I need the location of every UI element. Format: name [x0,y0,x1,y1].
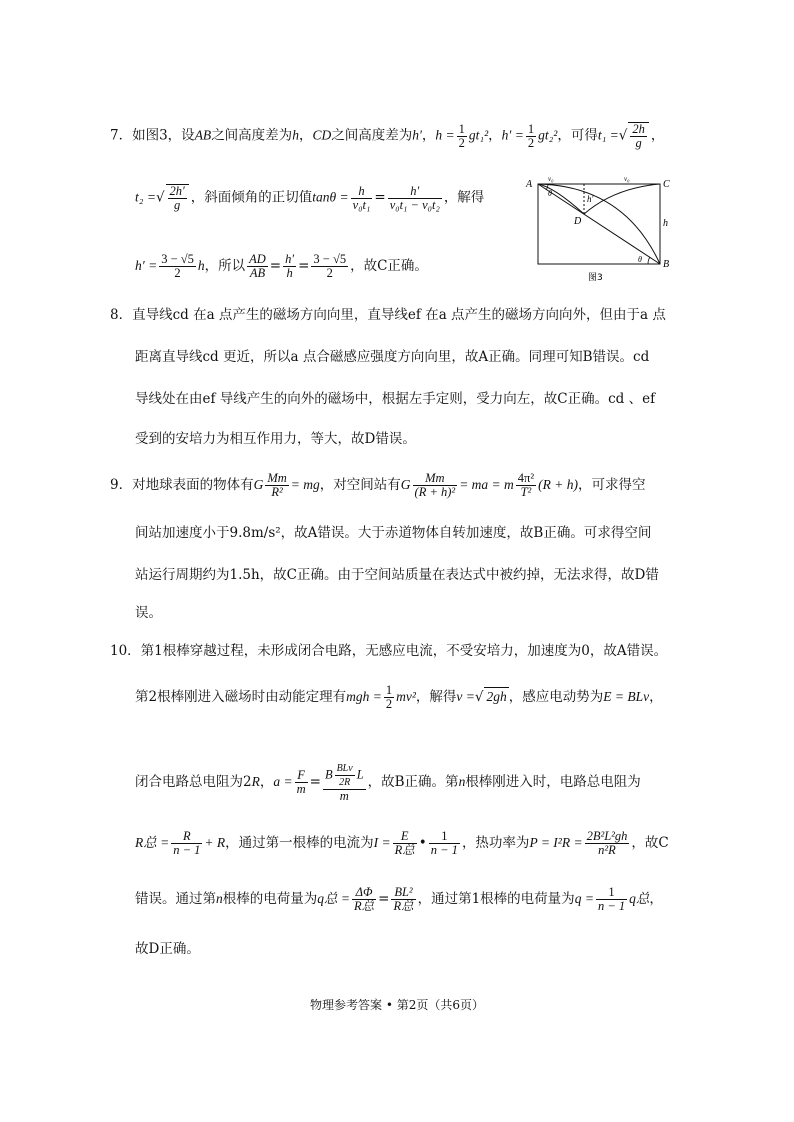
text: 第2根棒刚进入磁场时由动能定理有 [135,689,347,705]
text: 受到的安培力为相互作用力，等大，故D错误。 [135,431,416,447]
math: h′ [412,127,422,143]
q8-line2 [135,348,649,366]
denominator: g [635,136,642,150]
math: E = BLv [603,689,650,704]
label-d: D [574,216,582,227]
math: I = [373,835,391,850]
fraction [283,253,296,280]
fraction [516,472,536,499]
text: 根棒刚进入时，电路总电阻为 [465,774,641,790]
math: + R [204,835,226,850]
math: h = [435,127,455,143]
q7-line2: t₂ =√ $\frac{2h'}{g}$ ，斜面倾角的正切值tanθ = $\frac{h}{\text{v₀t₁}}$ = $\frac{h'}{\text{v₀t₁ − v₀t₂}}$ ，解得 [135,183,485,212]
math: = mg [290,477,320,492]
numerator [323,762,366,790]
denominator: 2 [174,266,181,280]
numerator: 2B²L²gh [586,829,628,843]
math: h′ = [501,127,524,143]
fraction [171,830,202,857]
label-v0-a: v₀ [548,175,554,183]
numerator: ΔΦ [352,886,376,900]
denominator: R总 [394,843,415,857]
denominator: m [296,782,306,796]
math: gt₁² [468,127,489,143]
denominator: n − 1 [430,843,458,857]
fraction [393,830,417,857]
fraction [457,123,467,150]
label-theta-a: θ [548,189,552,198]
fraction [351,185,373,212]
q10-line4 [135,830,669,857]
math: R [251,774,260,789]
q10-line2: 第2根棒刚进入磁场时由动能定理有mgh = $\frac{1}{2}$ mv²，解得v =√ 2gh ，感应电动势为E = BLv， [135,683,663,711]
text: 7．如图3，设 [110,127,195,144]
label-h: h [663,218,668,229]
fraction [413,472,458,499]
text: ，对空间站有 [319,477,401,493]
numerator: h′ [285,252,295,266]
math: t₂ = [135,189,156,205]
fraction [352,886,376,913]
denominator: h [286,266,293,280]
math: v = [456,689,475,704]
text: ，所以 [204,258,246,274]
denominator: g [174,198,181,212]
numerator: BL² [391,886,415,900]
denominator: 2 [527,135,535,150]
math: L [356,767,364,782]
q9-line4 [135,604,162,622]
q10-line6 [135,940,200,958]
q10-line5: 错误。通过第n根棒的电荷量为q总 = $\frac{\Delta\Phi}{\text{R总}}$ = $\frac{\text{BL²}}{\text{R总}}$ ，通过第1根棒的电荷量为q = $\frac{1}{n - 1}$ q总， [135,885,663,913]
q9-line3 [135,566,659,584]
math: CD [312,127,332,143]
math: gt₂² [538,127,558,143]
math: = ma = m [459,477,514,492]
text: 故D正确。 [135,941,200,957]
text: 间站加速度小于9.8m/s²，故A错误。大于赤道物体自转加速度，故B正确。可求得空间 [135,525,652,541]
text: ， [259,774,274,790]
denominator: R总 [393,899,414,913]
math: t₁ = [597,127,619,143]
text: 错误。通过第 [135,891,216,907]
sqrt-fraction [628,122,649,150]
sqrt-fraction [166,184,189,212]
math: h [292,127,299,143]
figure-caption: 图3 [588,273,603,283]
text: 误。 [135,605,162,621]
numerator: E [393,830,417,844]
math: n [458,774,466,789]
label-theta-b: θ [638,255,642,264]
denominator: AB [249,266,266,280]
numerator: 2h′ [169,184,185,198]
text: ，解得 [443,189,485,206]
numerator: Mm [267,471,287,485]
math: tanθ = [312,189,349,205]
math: mgh = [346,689,382,704]
q9-line1 [110,472,645,499]
numerator: AD [249,252,266,266]
fraction [247,253,268,280]
text: ，可得 [557,127,598,144]
numerator: 4π² [517,471,535,485]
text: = [309,774,321,790]
text: ，斜面倾角的正切值 [190,189,313,206]
text: ，解得 [415,689,457,705]
fraction [384,684,394,711]
figure-3 [524,174,684,284]
text: ，通过第一根棒的电流为 [225,835,374,851]
denominator: n − 1 [173,843,201,857]
math: q总 = [317,891,350,906]
numerator: Mm [413,472,458,486]
numerator: R [171,830,202,844]
math: h [197,258,205,273]
fraction [335,762,355,789]
fraction [311,253,348,280]
angle-arc-b [648,257,650,264]
math: B [324,767,333,782]
fraction [391,886,415,913]
math: n [216,891,223,906]
text: ，感应电动势为 [508,689,604,705]
label-a: A [526,179,533,190]
text: ， [488,127,502,144]
denominator: 2 [385,697,393,711]
fraction [585,830,630,857]
denominator: v₀t₁ − v₀t₂ [389,197,440,212]
denominator: n²R [598,843,616,857]
label-b: B [663,259,670,270]
numerator: 3 − √5 [313,252,347,266]
denominator: m [339,789,349,803]
math: q = [574,891,594,906]
denominator: R² [271,485,283,499]
fraction [159,253,196,280]
fraction [265,472,288,499]
numerator: BLv [336,763,353,774]
math: h′ = [135,258,158,273]
math: mv² [396,689,416,704]
text: 导线处在由ef 导线产生的向外的磁场中，根据左手定则，受力向左，故C正确。cd 、ef [135,391,656,407]
q8-line3 [135,390,655,408]
math: P = I²R = [529,835,583,850]
denominator: 2 [458,135,465,150]
math: G [253,477,264,492]
q9-line2 [135,524,651,542]
text: 之间高度差为 [211,127,293,144]
label-v0-b: v₀ [624,175,630,183]
sqrt-radicand: 2gh [486,689,507,704]
numerator: h [351,185,373,199]
incline-ab [538,184,660,264]
denominator: 2R [339,777,351,788]
denominator: v₀t₁ [352,197,371,212]
text: 8．直导线cd 在a 点产生的磁场方向向里，直导线ef 在a 点产生的磁场方向向外，但由于a 点 [110,307,666,323]
text: 闭合电路总电阻为2 [135,774,252,790]
numerator: 1 [429,830,460,844]
text: ， [650,127,665,144]
text: ，通过第1根棒的电荷量为 [417,891,575,907]
numerator: 1 [596,886,627,900]
fraction [323,762,366,803]
numerator: 2h [632,122,645,136]
fraction [429,830,460,857]
text: 之间高度差为 [331,127,413,144]
math: G [400,477,411,492]
text: • [418,835,427,851]
fraction [526,123,536,150]
math: R总 = [135,835,170,850]
text: ，故B正确。第 [367,774,459,790]
text: ， [298,127,313,144]
numerator: 1 [458,121,465,136]
q8-line1 [110,306,666,324]
q10-line3 [135,762,641,803]
denominator: n − 1 [597,899,626,913]
text: 10．第1根棒穿越过程，未形成闭合电路，无感应电流，不受安培力，加速度为0，故A错误。 [110,643,668,659]
numerator: 3 − √5 [161,252,194,266]
denominator: 2 [326,266,333,280]
text: 9．对地球表面的物体有 [110,477,254,493]
text: ， [649,689,663,705]
text: ，故C正确。 [350,258,428,274]
q8-line4 [135,430,416,448]
text: ， [649,891,663,907]
math: AB [194,127,212,143]
math: q总 [629,891,650,906]
math: (R + h) [538,477,578,492]
numerator: h′ [388,185,442,199]
numerator: 1 [385,683,393,697]
label-c: C [663,179,670,190]
fraction [388,185,442,212]
label-hp: h′ [587,194,594,204]
fraction [295,769,308,796]
text: 距离直导线cd 更近，所以a 点合磁感应强度方向向里，故A正确。同理可知B错误。cd [135,349,650,365]
denominator: (R + h)² [414,485,456,499]
math: a = [273,774,293,789]
text: 站运行周期约为1.5h，故C正确。由于空间站质量在表达式中被约掉，无法求得，故D错 [135,567,659,583]
numerator: F [295,769,308,783]
text: ，可求得空 [577,477,646,493]
q7-line1: 7．如图3，设AB之间高度差为h，CD之间高度差为h′，h = $\frac{1}{2}$ gt₁²，h′ = $\frac{1}{2}$ gt₂²，可得t₁ =√ $\frac{2h}{g}$ ， [110,121,665,150]
text: 根棒的电荷量为 [222,891,318,907]
trajectory-2 [584,184,660,214]
fraction [596,886,627,913]
denominator: R总 [354,899,375,913]
text: ，热功率为 [461,835,530,851]
text: ，故C [631,835,669,851]
denominator: T² [520,485,532,499]
page-footer: 物理参考答案 • 第2页（共6页） [310,998,484,1012]
text: ， [421,127,436,144]
q7-line3: h′ = $\frac{3 - √5}{2}$ h，所以 $\frac{AD}{AB}$ = $\frac{h'}{h}$ = $\frac{3 - √5}{2}$ ，故C正确。 [135,252,428,280]
q10-line1 [110,642,667,660]
numerator: 1 [527,121,535,136]
